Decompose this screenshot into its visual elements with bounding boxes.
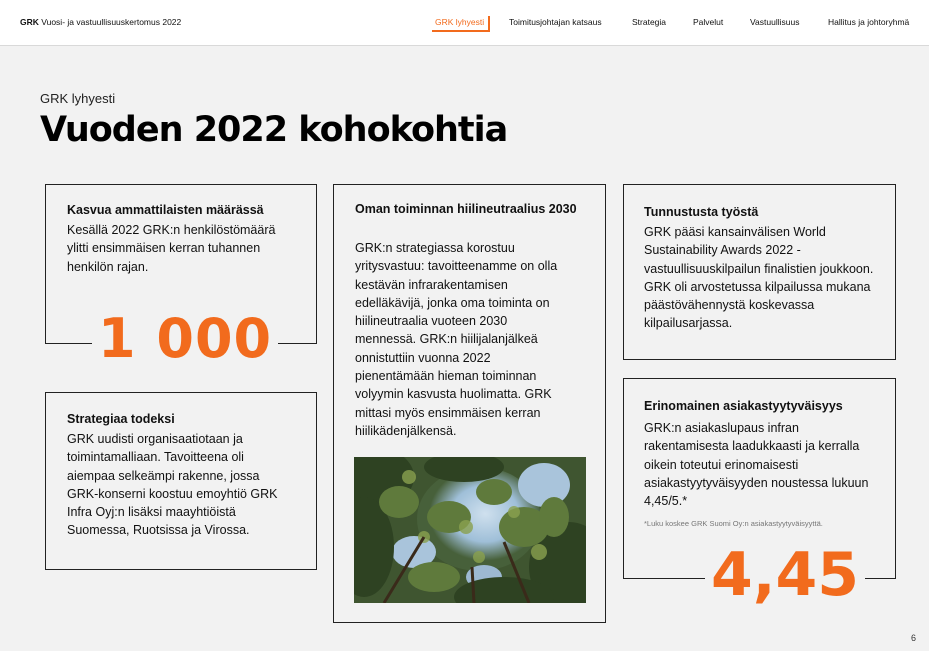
- nav-grk-lyhyesti[interactable]: GRK lyhyesti: [435, 17, 485, 27]
- card-title: Erinomainen asiakastyytyväisyys: [644, 399, 843, 413]
- card-title: Strategiaa todeksi: [67, 412, 175, 426]
- nav-strategia[interactable]: Strategia: [632, 17, 667, 27]
- report-title[interactable]: [20, 17, 181, 27]
- page-number: 6: [911, 633, 917, 643]
- section-label: GRK lyhyesti: [40, 91, 116, 106]
- top-navigation-bar: [0, 0, 929, 46]
- card-title: Kasvua ammattilaisten määrässä: [67, 203, 264, 217]
- nav-palvelut[interactable]: Palvelut: [693, 17, 724, 27]
- employee-count-highlight: 1 000: [92, 308, 278, 370]
- satisfaction-score-highlight: 4,45: [705, 540, 865, 610]
- report-name: Vuosi- ja vastuullisuuskertomus 2022: [38, 17, 182, 27]
- card-body: GRK uudisti organisaatiotaan ja toimintamalliaan. Tavoitteena oli aiempaa selkeämpi rakenne, jossa GRK-konserni koostuu emoyhtiö GRK Infra Oyj:n lisäksi maayhtiöistä Suomessa, Ruotsissa ja Virossa.: [67, 432, 278, 538]
- card-title: Oman toiminnan hiilineutraalius 2030: [355, 202, 577, 216]
- brand-name: GRK: [20, 17, 39, 27]
- page-title: Vuoden 2022 kohokohtia: [40, 110, 508, 150]
- card-recognition: [623, 184, 896, 360]
- card-strategy: [45, 392, 317, 570]
- nav-vastuullisuus[interactable]: Vastuullisuus: [750, 17, 800, 27]
- active-nav-indicator: [432, 30, 490, 32]
- card-title: Tunnustusta työstä: [644, 205, 759, 219]
- footnote: *Luku koskee GRK Suomi Oy:n asiakastyytyväisyyttä.: [644, 519, 823, 528]
- card-body: Kesällä 2022 GRK:n henkilöstömäärä ylitti ensimmäisen kerran tuhannen henkilön rajan.: [67, 223, 276, 274]
- active-nav-tick: [488, 16, 490, 32]
- nav-toimitusjohtajan-katsaus[interactable]: Toimitusjohtajan katsaus: [509, 17, 602, 27]
- nav-hallitus-ja-johtoryhma[interactable]: Hallitus ja johtoryhmä: [828, 17, 910, 27]
- card-body: GRK:n strategiassa korostuu yritysvastuu: tavoitteenamme on olla kestävän infrarakentamisen edelläkävijä, jonka oma toiminta on hiilineutraalia vuoteen 2030 mennessä. GRK:n hiilijalanjälkeä onnistuttiin vuonna 2022 pienentämään hieman toiminnan volyymin kasvusta huolimatta. GRK mittasi myös ensimmäisen kerran hiilikädenjälkensä.: [355, 241, 558, 438]
- card-body: GRK pääsi kansainvälisen World Sustainability Awards 2022 -vastuullisuuskilpailun finalistien joukkoon. GRK oli arvostetussa kilpailussa mukana päästövähennystä koskevassa kilpailusarjassa.: [644, 225, 874, 331]
- card-body: GRK:n asiakaslupaus infran rakentamisesta laadukkaasti ja kerralla oikein toteutui erinomaisesti asiakastyytyväisyyden noustessa lukuun 4,45/5.*: [644, 421, 869, 509]
- tree-canopy-photo: [354, 457, 586, 603]
